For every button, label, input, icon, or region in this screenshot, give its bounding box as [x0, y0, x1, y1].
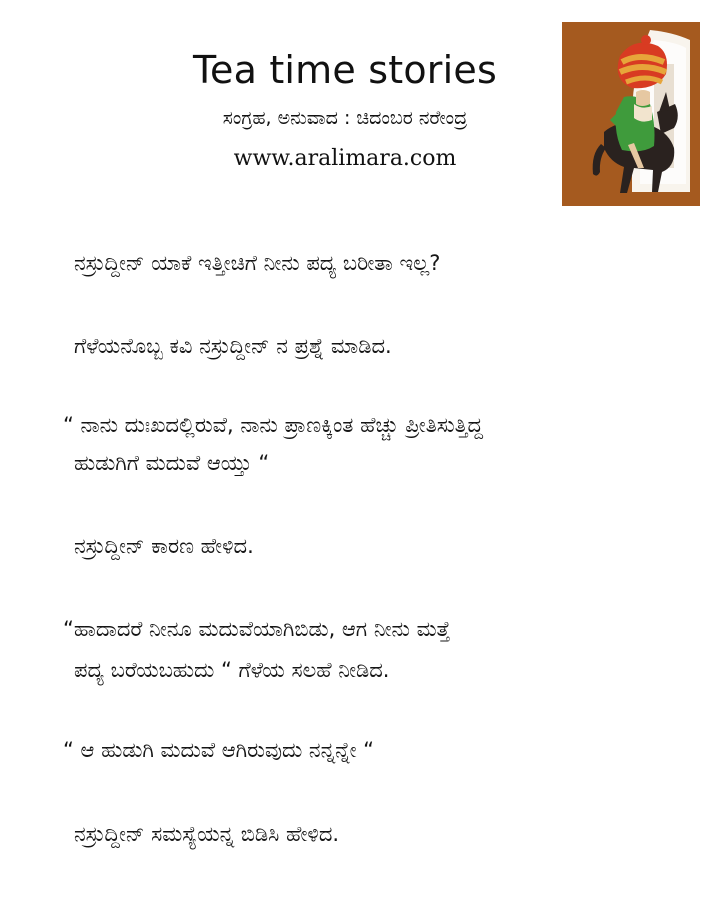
story-line: ಹುಡುಗಿಗೆ ಮದುವೆ ಆಯ್ತು “ — [74, 451, 270, 475]
website-url: www.aralimara.com — [233, 146, 457, 171]
story-line: “ ಆ ಹುಡುಗಿ ಮದುವೆ ಆಗಿರುವುದು ನನ್ನನ್ನೇ “ — [63, 738, 375, 762]
story-line: ನಸ್ರುದ್ದೀನ್ ಸಮಸ್ಯೆಯನ್ನ ಬಿಡಿಸಿ ಹೇಳಿದ. — [74, 822, 340, 846]
story-line: ನಸ್ರುದ್ದೀನ್ ಕಾರಣ ಹೇಳಿದ. — [74, 534, 254, 558]
story-line: ಗೆಳೆಯನೊಬ್ಬ ಕವಿ ನಸ್ರುದ್ದೀನ್ ನ ಪ್ರಶ್ನೆ ಮಾಡಿದ. — [74, 334, 392, 358]
story-line: “ ನಾನು ದುಃಖದಲ್ಲಿರುವೆ, ನಾನು ಪ್ರಾಣಕ್ಕಿಂತ ಹೆಚ್ಚು ಪ್ರೀತಿಸುತ್ತಿದ್ದ — [63, 413, 484, 437]
credit-line: ಸಂಗ್ರಹ, ಅನುವಾದ : ಚಿದಂಬರ ನರೇಂದ್ರ — [222, 107, 468, 129]
page-title: Tea time stories — [193, 48, 497, 92]
story-line: ನಸ್ರುದ್ದೀನ್ ಯಾಕೆ ಇತ್ತೀಚಿಗೆ ನೀನು ಪದ್ಯ ಬರೀತಾ ಇಲ್ಲ? — [74, 251, 441, 275]
story-line: “ಹಾದಾದರೆ ನೀನೂ ಮದುವೆಯಾಗಿಬಿಡು, ಆಗ ನೀನು ಮತ್ತೆ — [63, 617, 451, 641]
story-line: ಪದ್ಯ ಬರೆಯಬಹುದು “ ಗೆಳೆಯ ಸಲಹೆ ನೀಡಿದ. — [74, 658, 390, 682]
